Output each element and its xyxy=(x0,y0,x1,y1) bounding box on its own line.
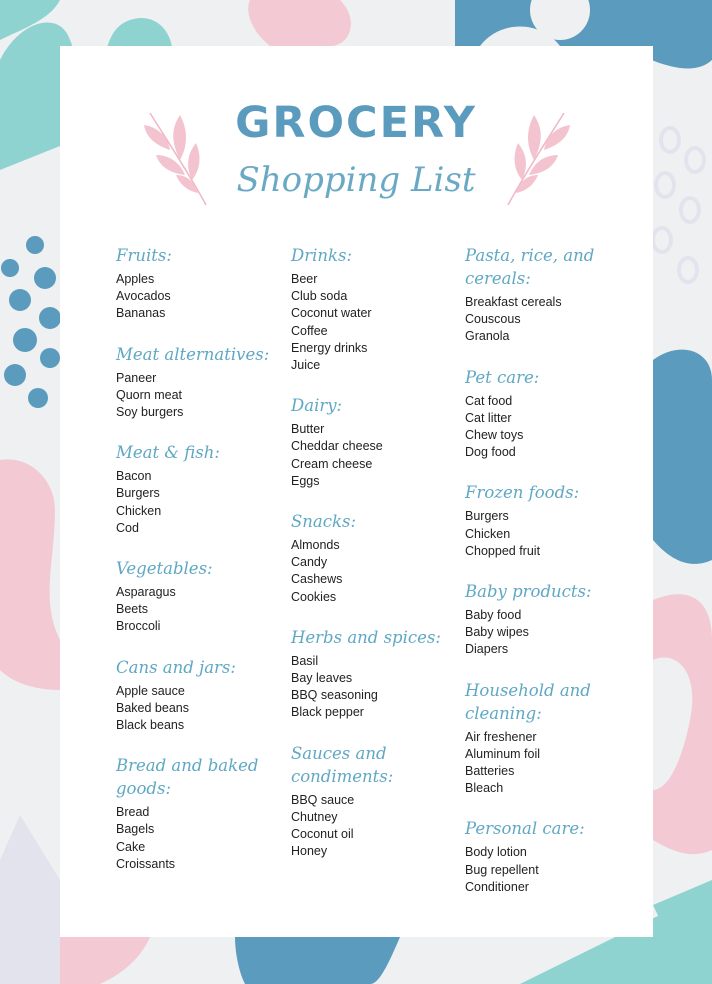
category-title: Fruits: xyxy=(116,246,172,265)
category-section xyxy=(116,244,281,323)
item-list xyxy=(116,683,281,735)
list-item: Club soda xyxy=(291,289,348,304)
list-item: Cream cheese xyxy=(291,456,373,471)
list-item: Avocados xyxy=(116,289,171,304)
category-title: Pet care: xyxy=(465,367,540,387)
blue-dots xyxy=(1,236,61,408)
list-item: Bug repellent xyxy=(465,862,539,877)
list-column-3 xyxy=(465,244,630,916)
list-item: Butter xyxy=(291,422,325,437)
item-list xyxy=(465,729,630,798)
list-item: Bananas xyxy=(116,306,166,321)
category-title: Drinks: xyxy=(291,246,353,265)
item-list xyxy=(291,653,456,722)
category-title: Dairy: xyxy=(291,396,343,416)
item-list xyxy=(465,607,630,659)
list-item: Honey xyxy=(291,844,328,859)
item-list xyxy=(116,370,281,422)
category-title: Frozen foods: xyxy=(465,483,580,503)
list-item: Bagels xyxy=(116,822,155,837)
item-list xyxy=(465,393,630,462)
item-list xyxy=(465,508,630,560)
item-list xyxy=(116,584,281,636)
list-item: Burgers xyxy=(465,509,509,524)
category-title: Bread and baked goods: xyxy=(116,756,259,799)
category-title: Herbs and spices: xyxy=(291,627,441,647)
list-item: Paneer xyxy=(116,370,157,385)
category-section xyxy=(116,754,281,873)
category-title: Cans and jars: xyxy=(116,657,236,677)
list-item: Couscous xyxy=(465,312,521,327)
list-item: Cod xyxy=(116,520,139,535)
lavender-ovals xyxy=(653,128,704,282)
category-section xyxy=(116,557,281,636)
item-list xyxy=(116,271,281,323)
list-item: Eggs xyxy=(291,473,320,488)
page-title: GROCERY xyxy=(235,98,477,148)
category-title: Snacks: xyxy=(291,512,357,532)
category-section xyxy=(291,244,456,374)
category-section xyxy=(465,481,630,560)
list-item: Baby wipes xyxy=(465,625,529,640)
category-section xyxy=(465,366,630,462)
list-item: Almonds xyxy=(291,538,340,553)
list-item: Cat food xyxy=(465,393,513,408)
blue-blob-bottom xyxy=(235,937,400,984)
list-item: Croissants xyxy=(116,856,176,871)
list-item: Beets xyxy=(116,602,148,617)
item-list xyxy=(465,294,630,346)
list-item: Cat litter xyxy=(465,410,512,425)
list-item: Black beans xyxy=(116,718,185,733)
list-item: Batteries xyxy=(465,764,515,779)
list-item: Bacon xyxy=(116,469,152,484)
category-section xyxy=(465,244,630,346)
list-item: Apples xyxy=(116,272,155,286)
list-item: Basil xyxy=(291,653,319,668)
list-item: Granola xyxy=(465,329,510,344)
item-list xyxy=(291,421,456,490)
list-column-1 xyxy=(116,244,281,893)
item-list xyxy=(291,792,456,861)
list-item: Cashews xyxy=(291,572,343,587)
list-item: Baby food xyxy=(465,608,522,623)
list-item: Air freshener xyxy=(465,729,537,744)
list-item: Energy drinks xyxy=(291,340,368,355)
list-item: Chopped fruit xyxy=(465,543,541,558)
list-item: Coconut oil xyxy=(291,827,354,842)
category-section xyxy=(291,510,456,606)
category-section xyxy=(465,817,630,896)
list-item: Breakfast cereals xyxy=(465,295,562,309)
list-item: Candy xyxy=(291,555,328,570)
list-item: Chicken xyxy=(465,526,511,541)
list-item: BBQ sauce xyxy=(291,792,355,807)
category-section xyxy=(291,742,456,861)
list-item: Burgers xyxy=(116,486,160,501)
page-subtitle: Shopping List xyxy=(236,160,476,200)
pink-blob-top xyxy=(248,0,351,46)
category-title: Pasta, rice, and cereals: xyxy=(465,246,595,288)
list-item: Coffee xyxy=(291,323,328,338)
category-title: Sauces and condiments: xyxy=(291,743,394,786)
list-item: Dog food xyxy=(465,445,516,460)
list-item: Conditioner xyxy=(465,879,529,894)
category-title: Household and cleaning: xyxy=(465,680,591,723)
category-title: Baby products: xyxy=(465,582,592,602)
item-list xyxy=(291,537,456,606)
item-list xyxy=(116,468,281,537)
list-item: Body lotion xyxy=(465,845,527,860)
list-item: Asparagus xyxy=(116,585,176,600)
list-item: BBQ seasoning xyxy=(291,688,378,703)
list-item: Diapers xyxy=(465,642,509,657)
list-item: Cookies xyxy=(291,589,337,604)
list-item: Soy burgers xyxy=(116,405,184,420)
lavender-triangle xyxy=(0,815,60,984)
category-title: Meat alternatives: xyxy=(116,344,270,364)
list-column-2 xyxy=(291,244,456,880)
list-item: Juice xyxy=(291,358,321,373)
list-item: Baked beans xyxy=(116,700,189,715)
category-section xyxy=(291,394,456,490)
category-section xyxy=(291,626,456,722)
list-item: Chew toys xyxy=(465,428,524,443)
list-item: Coconut water xyxy=(291,306,372,321)
list-item: Chutney xyxy=(291,809,338,824)
category-section xyxy=(465,679,630,798)
list-item: Apple sauce xyxy=(116,683,185,698)
list-item: Cheddar cheese xyxy=(291,439,383,454)
list-item: Beer xyxy=(291,272,318,286)
category-section xyxy=(465,580,630,659)
list-item: Chicken xyxy=(116,503,162,518)
category-title: Personal care: xyxy=(465,819,585,839)
item-list xyxy=(116,804,281,873)
pink-blob-left xyxy=(0,459,60,690)
list-item: Bay leaves xyxy=(291,671,353,686)
list-item: Black pepper xyxy=(291,705,364,720)
list-item: Cake xyxy=(116,839,146,854)
list-item: Quorn meat xyxy=(116,387,183,402)
category-title: Meat & fish: xyxy=(116,443,220,463)
list-item: Bleach xyxy=(465,781,504,796)
list-item: Bread xyxy=(116,805,150,820)
list-item: Aluminum foil xyxy=(465,746,541,761)
blue-blob-right xyxy=(653,350,712,564)
item-list xyxy=(291,271,456,374)
category-section xyxy=(116,441,281,537)
list-item: Broccoli xyxy=(116,619,161,634)
category-title: Vegetables: xyxy=(116,559,213,579)
category-section xyxy=(116,656,281,735)
category-section xyxy=(116,343,281,422)
item-list xyxy=(465,844,630,896)
